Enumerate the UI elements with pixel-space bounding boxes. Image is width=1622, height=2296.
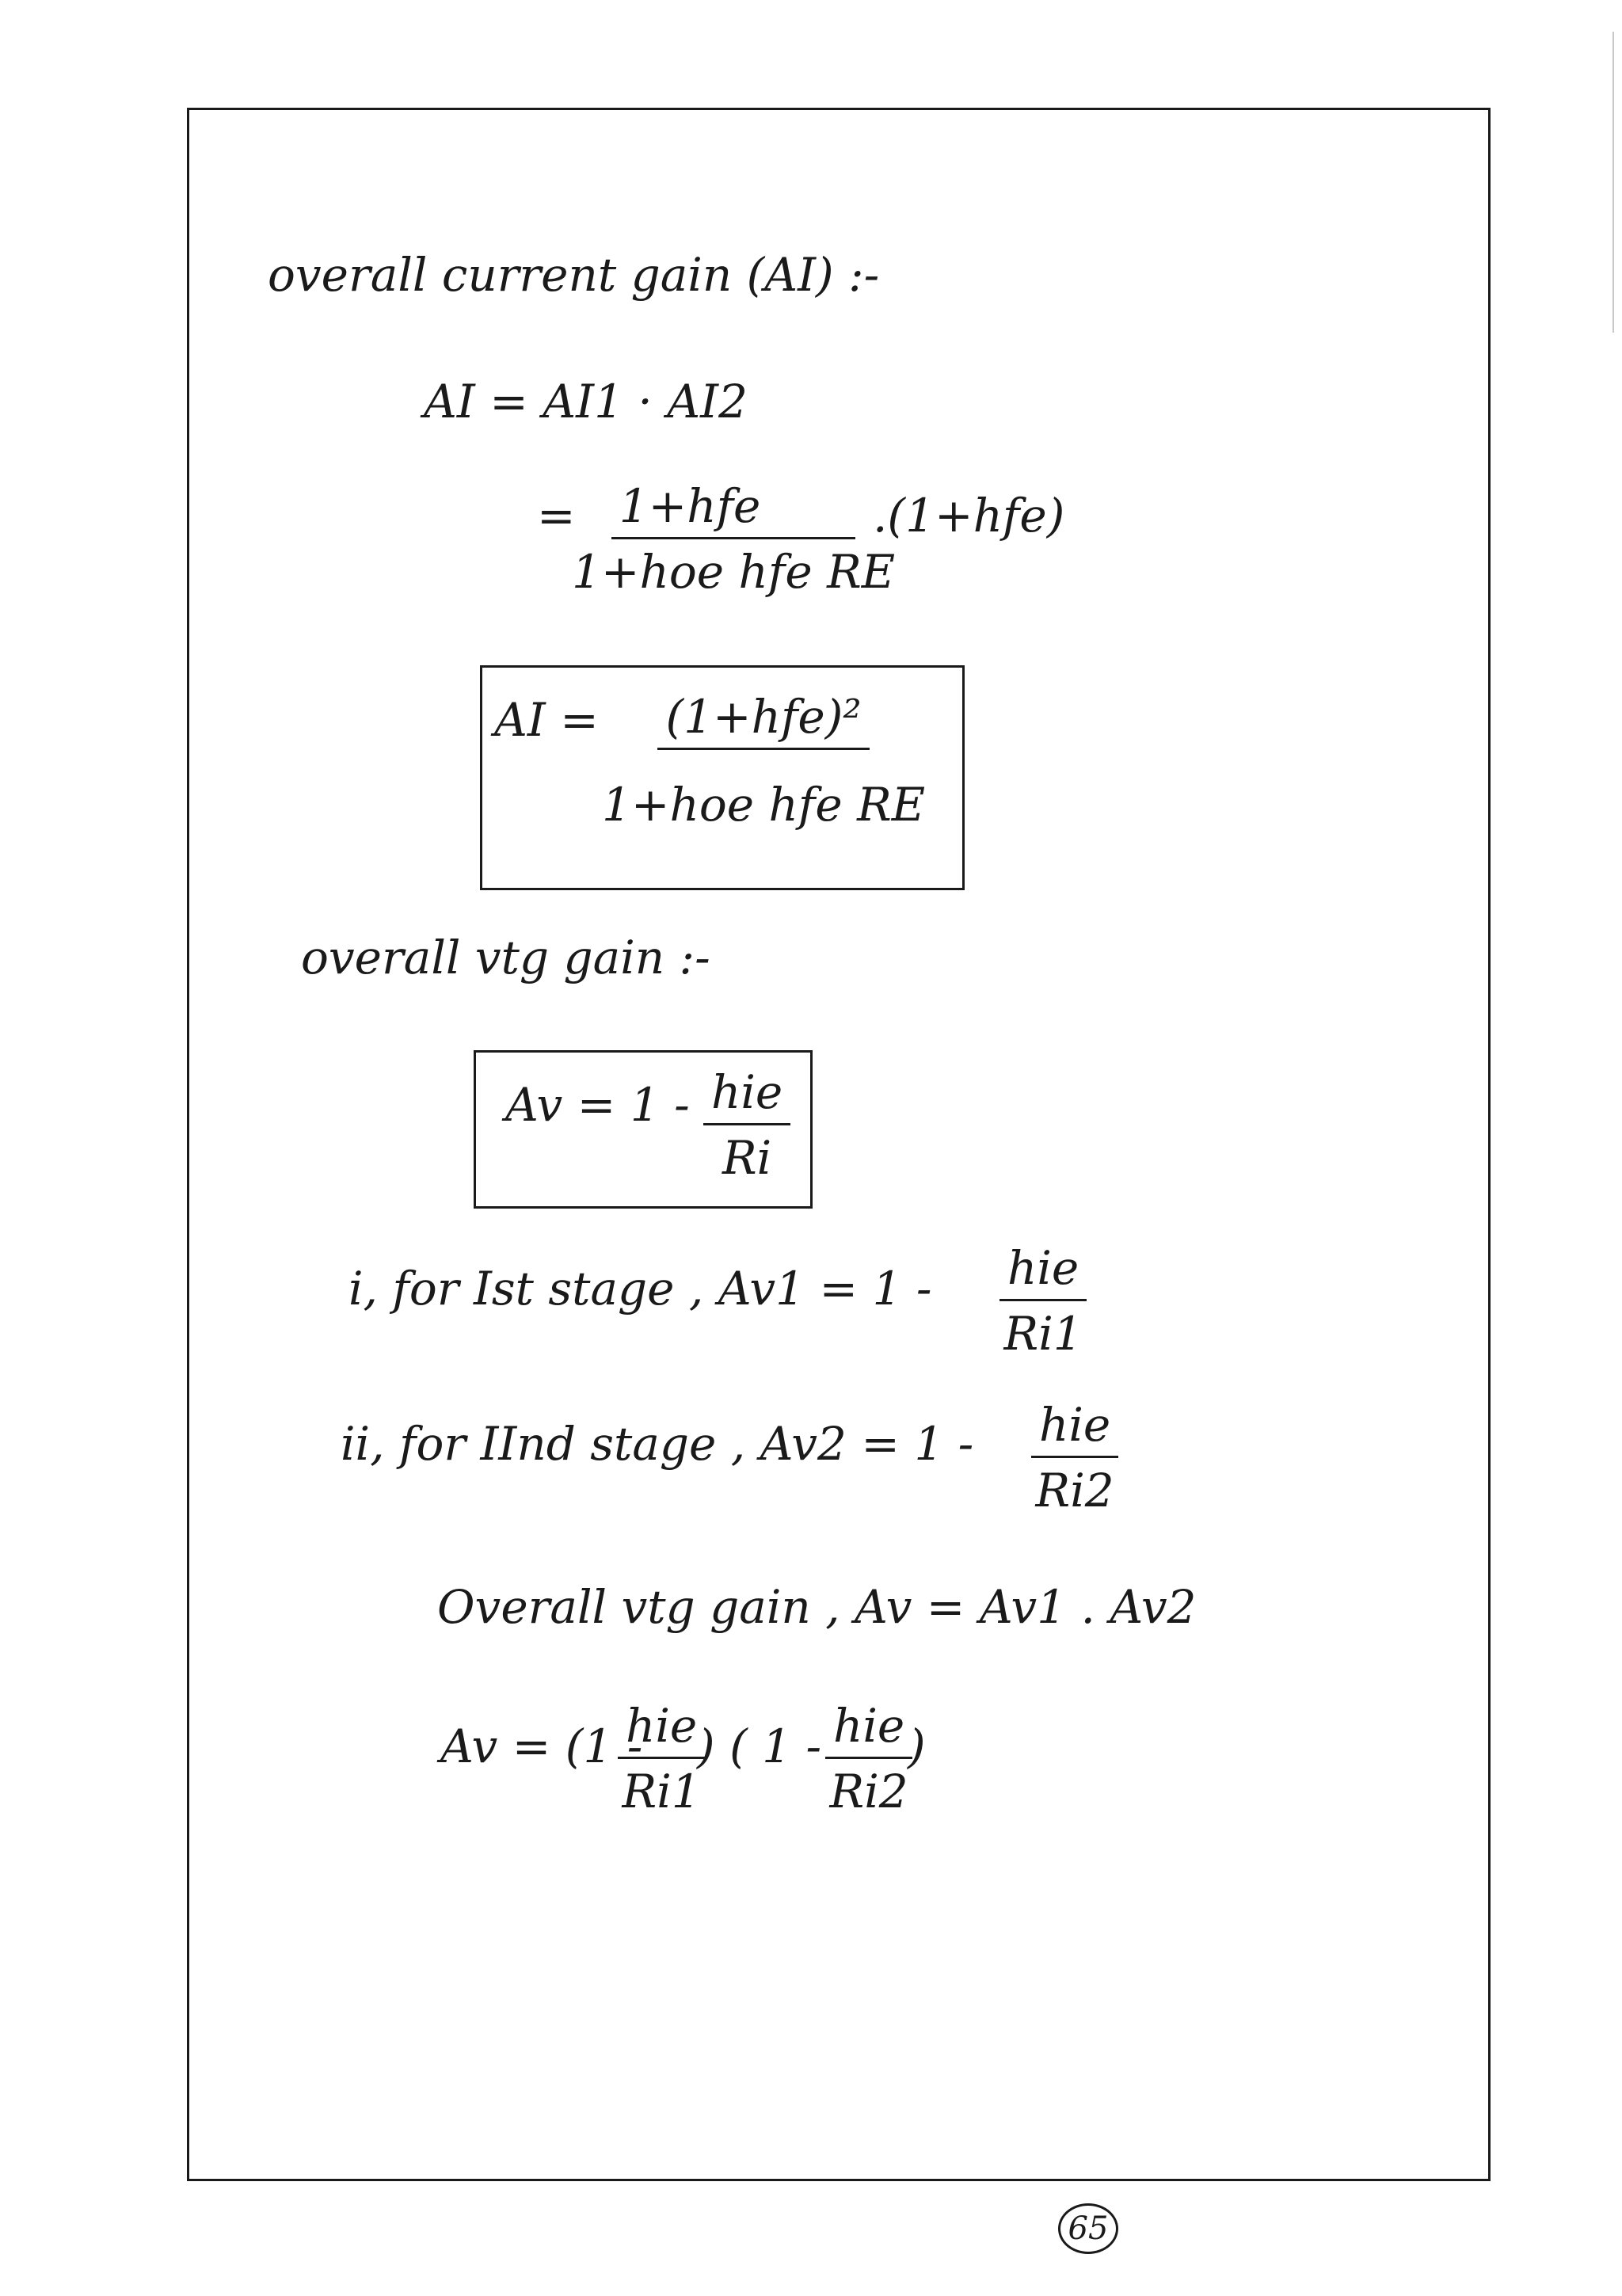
final-numerator-1: hie: [618, 1703, 705, 1759]
stage1-denominator: Ri1: [1003, 1307, 1083, 1361]
stage2-numerator: hie: [1031, 1402, 1118, 1458]
final-denominator-1: Ri1: [622, 1765, 701, 1818]
voltage-gain-result-denominator: Ri: [722, 1131, 772, 1185]
current-gain-heading: overall current gain (AI) :-: [268, 248, 880, 302]
final-fraction-2: [825, 1699, 912, 1818]
current-gain-result-numerator: (1+hfe)²: [657, 694, 869, 750]
stage1-numerator: hie: [999, 1245, 1087, 1301]
page-number: 65: [1058, 2203, 1118, 2254]
final-close: ): [908, 1719, 926, 1773]
stage2-denominator: Ri2: [1035, 1464, 1114, 1517]
current-gain-result-fraction: [602, 690, 926, 832]
stage1-fraction: [999, 1241, 1087, 1361]
stage2-fraction: [1031, 1398, 1118, 1517]
voltage-gain-heading: overall vtg gain :-: [301, 931, 710, 984]
final-mid: ) ( 1 -: [697, 1719, 822, 1773]
final-fraction-1: [618, 1699, 705, 1818]
voltage-gain-result-lhs: Av = 1 -: [505, 1078, 690, 1132]
scan-margin-line: [1612, 32, 1614, 333]
stage1-equation: i, for Ist stage , Av1 = 1 -: [348, 1262, 932, 1316]
current-gain-result-lhs: AI =: [494, 693, 599, 747]
current-gain-eq2-denominator: 1+hoe hfe RE: [572, 545, 896, 599]
current-gain-eq2-numerator: 1+hfe: [611, 483, 856, 539]
voltage-gain-result-fraction: [703, 1065, 790, 1185]
final-numerator-2: hie: [825, 1703, 912, 1759]
current-gain-eq2-suffix: .(1+hfe): [873, 489, 1065, 543]
voltage-gain-result-numerator: hie: [703, 1069, 790, 1125]
final-lhs: Av = (1 -: [440, 1719, 643, 1773]
current-gain-eq2-prefix: =: [537, 489, 576, 543]
current-gain-result-denominator: 1+hoe hfe RE: [602, 778, 926, 832]
page-border: [187, 108, 1491, 2181]
stage2-equation: ii, for IInd stage , Av2 = 1 -: [341, 1417, 974, 1471]
overall-voltage-gain-line: Overall vtg gain , Av = Av1 . Av2: [437, 1580, 1197, 1634]
final-denominator-2: Ri2: [829, 1765, 908, 1818]
current-gain-eq2-fraction: [572, 479, 896, 599]
current-gain-eq1: AI = AI1 · AI2: [424, 375, 748, 428]
